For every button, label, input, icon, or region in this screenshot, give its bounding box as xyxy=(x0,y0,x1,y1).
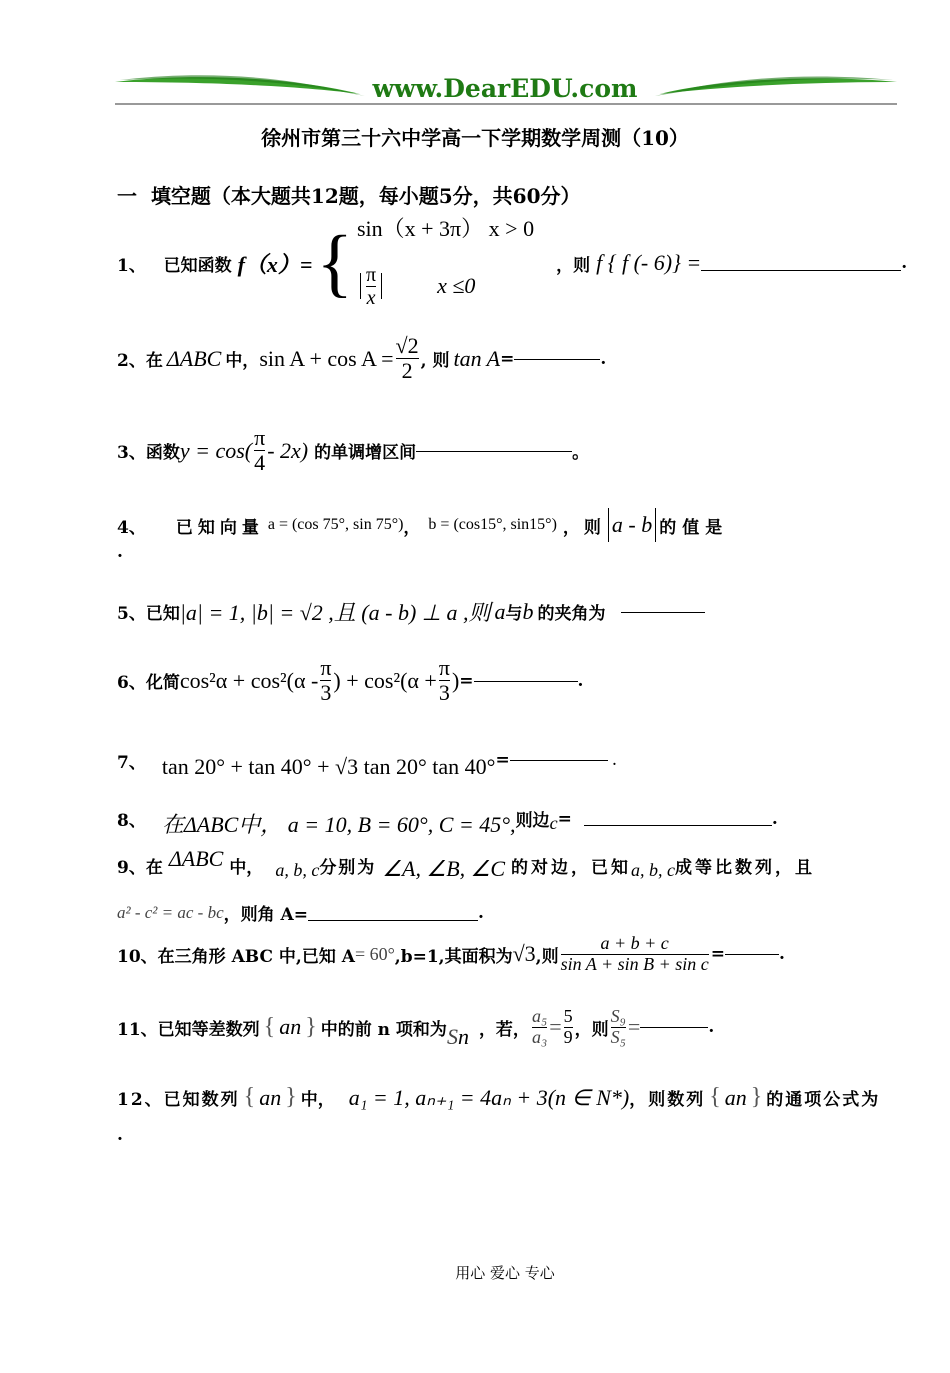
section-label: 填空题（本大题共12题，每小题5分，共60分） xyxy=(150,184,581,208)
site-logo-text: www.DearEDU.com xyxy=(372,74,638,103)
q1-answer-blank[interactable] xyxy=(701,269,901,271)
question-1: 1、 已知函数 f（x）= { sin（x + 3π） x > 0 $\frac{\pi}{x}$ x ≤0 ，则 f { f (- 6)} = . xyxy=(117,212,907,314)
q10-answer-blank[interactable] xyxy=(725,953,779,955)
q2-triangle: ΔABC xyxy=(166,345,222,371)
q2-number: 2、在 xyxy=(117,351,163,372)
q1-case-2-cond: x ≤0 xyxy=(437,273,476,298)
q8-tail: 则边 xyxy=(515,811,550,831)
q3-expr-b: - 2x) xyxy=(267,437,309,463)
q8-number: 8、 xyxy=(117,811,146,831)
question-10: 10、在三角形 ABC 中,已知 A = 60° ,b=1,其面积为 √3 ,则 $\frac{a + b + c}{\text{sin A + sin B + sin c}}$ = . xyxy=(117,933,785,974)
q1-number: 1、 xyxy=(117,255,146,276)
q1-ask: f { f (- 6)} = xyxy=(596,250,702,275)
section-heading xyxy=(117,180,581,209)
q2-ask: tan A xyxy=(453,345,501,371)
q2-tail: , 则 xyxy=(420,351,450,372)
section-number: 一 xyxy=(117,184,137,208)
q1-case-2-frac: $\frac{\pi}{x}$ xyxy=(365,263,377,309)
q4-ask: a - b xyxy=(611,512,653,537)
q2-frac: $\frac{√2}{2}$ xyxy=(395,333,419,384)
q2-mid: 中， xyxy=(225,351,260,372)
question-6: 6、化简 cos²α + cos²(α - $\frac{\pi}{3}$ ) + cos²(α + $\frac{\pi}{3}$ ) = . xyxy=(117,655,584,706)
q4-answer-dot[interactable]: . xyxy=(117,542,123,562)
q9-answer-blank[interactable] xyxy=(308,919,478,921)
q4-vector-b: b = (cos15°, sin15°) xyxy=(428,516,557,533)
q3-answer-blank[interactable] xyxy=(416,450,572,452)
q4-text: 已知向量 xyxy=(175,517,264,538)
q1-text: 已知函数 xyxy=(163,255,232,276)
header-banner xyxy=(115,70,897,110)
q6-term-1: cos²α + cos²(α - xyxy=(179,667,319,693)
question-4: 4、 已知向量 a = (cos 75°, sin 75°) ， b = (cos15°, sin15°) ，则 a - b 的值是 . xyxy=(117,508,728,562)
q1-cases xyxy=(357,212,534,314)
q5-answer-blank[interactable] xyxy=(621,611,705,613)
q3-expr-a: y = cos( xyxy=(179,437,253,463)
q12-text: 12、已知数列 xyxy=(117,1090,240,1110)
q12-answer-dot[interactable]: . xyxy=(117,1125,123,1145)
q1-func: f（x）= xyxy=(237,251,313,277)
question-11: 11、已知等差数列 { a n } 中的前 n 项和为 S n ，若， $\frac{\text{a₅}}{\text{a₃}}$ = $\frac{5}{9}$ ，则 $\frac{\text{S₉}}{\text{S₅}}$ = . xyxy=(117,1005,715,1049)
q9-number: 9、在 xyxy=(117,857,163,878)
q7-number: 7、 xyxy=(117,752,146,773)
q4-number: 4、 xyxy=(117,517,146,538)
q6-answer-blank[interactable] xyxy=(474,680,578,682)
q12-expr: a₁ = 1, aₙ₊₁ = 4aₙ + 3(n ∈ N*) xyxy=(348,1084,630,1110)
q10-text: 10、在三角形 ABC 中,已知 A xyxy=(117,946,355,967)
q1-brace: { xyxy=(316,221,353,305)
q4-vector-a: a = (cos 75°, sin 75°) xyxy=(267,516,404,533)
q10-frac: $\frac{a + b + c}{\text{sin A + sin B + sin c}}$ xyxy=(560,933,709,974)
q3-number: 3、函数 xyxy=(117,443,180,464)
q3-tail: 的单调增区间 xyxy=(314,443,417,464)
question-3: 3、函数 y = cos( $\frac{\pi}{4}$ - 2x) 的单调增区间 。 xyxy=(117,425,590,476)
page-footer: 用心 爱心 专心 xyxy=(455,1264,555,1282)
question-2: 2、在 ΔABC 中， sin A + cos A = $\frac{√2}{2}$ , 则 tan A = . xyxy=(117,333,607,384)
q6-term-2: ) + cos²(α + xyxy=(333,667,437,693)
q7-expr: tan 20° + tan 40° + √3 tan 20° tan 40° xyxy=(161,754,496,779)
q1-tail: ，则 xyxy=(556,255,591,276)
q8-answer-blank[interactable] xyxy=(584,824,772,826)
q7-answer-blank[interactable] xyxy=(510,759,608,761)
q2-answer-blank[interactable] xyxy=(514,358,600,360)
q8-expr: 在ΔABC中， a = 10, B = 60°, C = 45°, xyxy=(161,812,516,837)
q5-expr: |a| = 1, |b| = √2 ,且 (a - b) ⊥ a ,则 xyxy=(179,600,491,625)
q1-case-1: sin（x + 3π） x > 0 xyxy=(356,216,535,241)
q2-expr: sin A + cos A = xyxy=(259,345,394,371)
q3-frac: $\frac{\pi}{4}$ xyxy=(254,425,266,476)
question-8: 8、 在ΔABC中， a = 10, B = 60°, C = 45°, 则边 c = . xyxy=(117,798,778,839)
q9-condition: a² - c² = ac - bc xyxy=(117,902,224,922)
question-5: 5、已知 |a| = 1, |b| = √2 ,且 (a - b) ⊥ a ,则 a 与 b 的夹角为 xyxy=(117,596,705,627)
q11-text: 11、已知等差数列 xyxy=(117,1019,260,1040)
q11-answer-blank[interactable] xyxy=(640,1026,708,1028)
q6-number: 6、化简 xyxy=(117,673,180,694)
question-7: 7、 tan 20° + tan 40° + √3 tan 20° tan 40° = . xyxy=(117,740,617,780)
q4-end: 的值是 xyxy=(659,517,729,538)
question-9: 9、在 ΔABC 中， a, b, c 分别为 ∠A, ∠B, ∠C 的对边，已知 a, b, c 成等比数列，且 a² - c² = ac - bc ，则角 A= . xyxy=(117,846,816,925)
q4-tail: ，则 xyxy=(562,517,605,538)
q5-tail: 的夹角为 xyxy=(537,604,606,624)
q5-number: 5、已知 xyxy=(117,604,180,624)
page-title: 徐州市第三十六中学高一下学期数学周测（10） xyxy=(261,126,689,150)
question-12: 12、已知数列 { a n } 中， a₁ = 1, aₙ₊₁ = 4aₙ + 3(n ∈ N*) ，则数列 { a n } 的通项公式为 . xyxy=(117,1084,881,1145)
